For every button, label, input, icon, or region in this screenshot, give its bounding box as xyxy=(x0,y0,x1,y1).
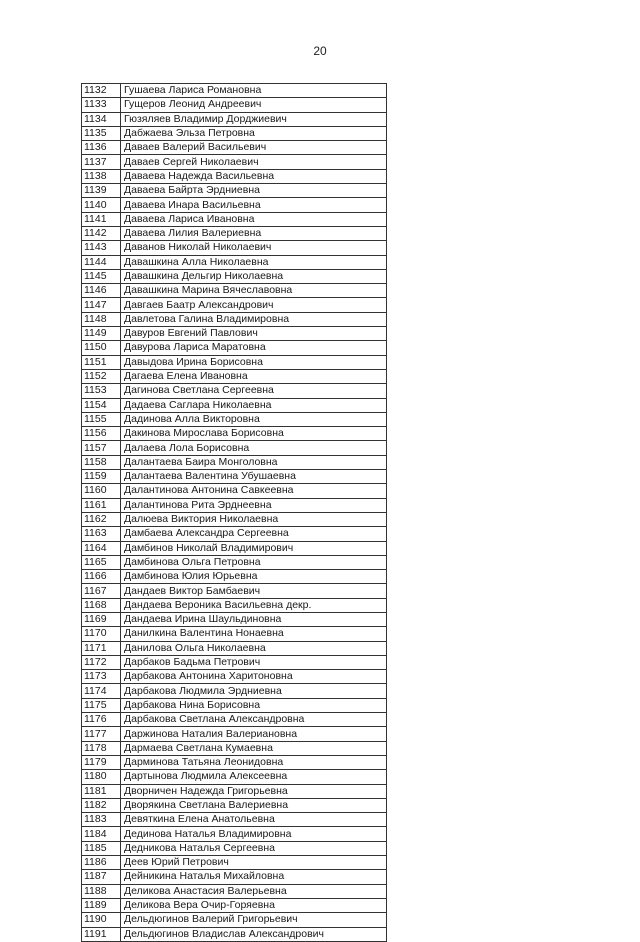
table-row xyxy=(82,241,387,255)
row-number: 1148 xyxy=(82,312,121,326)
row-number: 1170 xyxy=(82,627,121,641)
table-row xyxy=(82,212,387,226)
table-row xyxy=(82,198,387,212)
row-number: 1141 xyxy=(82,212,121,226)
table-row xyxy=(82,512,387,526)
table-row xyxy=(82,98,387,112)
row-number: 1183 xyxy=(82,813,121,827)
person-name: Даваева Инара Васильевна xyxy=(121,198,387,212)
person-name: Даваева Надежда Васильевна xyxy=(121,169,387,183)
roster-table xyxy=(81,83,387,942)
person-name: Деликова Анастасия Валерьевна xyxy=(121,884,387,898)
row-number: 1186 xyxy=(82,856,121,870)
table-row xyxy=(82,327,387,341)
row-number: 1187 xyxy=(82,870,121,884)
row-number: 1190 xyxy=(82,913,121,927)
person-name: Дворничен Надежда Григорьевна xyxy=(121,784,387,798)
person-name: Деликова Вера Очир-Горяевна xyxy=(121,898,387,912)
table-row xyxy=(82,84,387,98)
table-row xyxy=(82,255,387,269)
person-name: Далюева Виктория Николаевна xyxy=(121,512,387,526)
table-row xyxy=(82,398,387,412)
table-row xyxy=(82,927,387,941)
person-name: Давашкина Алла Николаевна xyxy=(121,255,387,269)
person-name: Дарбакова Людмила Эрдниевна xyxy=(121,684,387,698)
person-name: Дагаева Елена Ивановна xyxy=(121,369,387,383)
table-row xyxy=(82,684,387,698)
table-row xyxy=(82,455,387,469)
person-name: Далантаева Баира Монголовна xyxy=(121,455,387,469)
row-number: 1189 xyxy=(82,898,121,912)
table-row xyxy=(82,470,387,484)
row-number: 1185 xyxy=(82,841,121,855)
row-number: 1142 xyxy=(82,226,121,240)
person-name: Дандаева Вероника Васильевна декр. xyxy=(121,598,387,612)
row-number: 1146 xyxy=(82,284,121,298)
person-name: Давашкина Дельгир Николаевна xyxy=(121,269,387,283)
row-number: 1138 xyxy=(82,169,121,183)
table-row xyxy=(82,612,387,626)
row-number: 1158 xyxy=(82,455,121,469)
row-number: 1135 xyxy=(82,126,121,140)
person-name: Девяткина Елена Анатольевна xyxy=(121,813,387,827)
table-row xyxy=(82,813,387,827)
row-number: 1155 xyxy=(82,412,121,426)
person-name: Дарбаков Бадьма Петрович xyxy=(121,655,387,669)
table-row xyxy=(82,655,387,669)
person-name: Гушаева Лариса Романовна xyxy=(121,84,387,98)
row-number: 1143 xyxy=(82,241,121,255)
row-number: 1179 xyxy=(82,755,121,769)
row-number: 1180 xyxy=(82,770,121,784)
person-name: Дадинова Алла Викторовна xyxy=(121,412,387,426)
row-number: 1169 xyxy=(82,612,121,626)
row-number: 1133 xyxy=(82,98,121,112)
table-row xyxy=(82,627,387,641)
row-number: 1132 xyxy=(82,84,121,98)
row-number: 1159 xyxy=(82,470,121,484)
person-name: Давурова Лариса Маратовна xyxy=(121,341,387,355)
person-name: Дадаева Саглара Николаевна xyxy=(121,398,387,412)
table-row xyxy=(82,284,387,298)
row-number: 1176 xyxy=(82,713,121,727)
person-name: Дартынова Людмила Алексеевна xyxy=(121,770,387,784)
row-number: 1171 xyxy=(82,641,121,655)
person-name: Даваева Байрта Эрдниевна xyxy=(121,184,387,198)
table-row xyxy=(82,898,387,912)
table-row xyxy=(82,598,387,612)
row-number: 1157 xyxy=(82,441,121,455)
table-row xyxy=(82,541,387,555)
row-number: 1162 xyxy=(82,512,121,526)
table-row xyxy=(82,298,387,312)
person-name: Далантаева Валентина Убушаевна xyxy=(121,470,387,484)
person-name: Дарбакова Антонина Харитоновна xyxy=(121,670,387,684)
row-number: 1174 xyxy=(82,684,121,698)
person-name: Даваев Валерий Васильевич xyxy=(121,141,387,155)
table-row xyxy=(82,698,387,712)
person-name: Давуров Евгений Павлович xyxy=(121,327,387,341)
table-row xyxy=(82,126,387,140)
person-name: Даваев Сергей Николаевич xyxy=(121,155,387,169)
row-number: 1184 xyxy=(82,827,121,841)
row-number: 1154 xyxy=(82,398,121,412)
person-name: Гюзяляев Владимир Дорджиевич xyxy=(121,112,387,126)
table-row xyxy=(82,856,387,870)
table-row xyxy=(82,798,387,812)
person-name: Дакинова Мирослава Борисовна xyxy=(121,427,387,441)
person-name: Дандаева Ирина Шаульдиновна xyxy=(121,612,387,626)
person-name: Дагинова Светлана Сергеевна xyxy=(121,384,387,398)
row-number: 1164 xyxy=(82,541,121,555)
row-number: 1182 xyxy=(82,798,121,812)
row-number: 1145 xyxy=(82,269,121,283)
row-number: 1156 xyxy=(82,427,121,441)
person-name: Дарбакова Светлана Александровна xyxy=(121,713,387,727)
row-number: 1165 xyxy=(82,555,121,569)
table-row xyxy=(82,427,387,441)
table-row xyxy=(82,527,387,541)
table-row xyxy=(82,355,387,369)
table-row xyxy=(82,155,387,169)
row-number: 1152 xyxy=(82,369,121,383)
person-name: Дарбакова Нина Борисовна xyxy=(121,698,387,712)
row-number: 1178 xyxy=(82,741,121,755)
row-number: 1150 xyxy=(82,341,121,355)
person-name: Гущеров Леонид Андреевич xyxy=(121,98,387,112)
person-name: Давлетова Галина Владимировна xyxy=(121,312,387,326)
table-row xyxy=(82,312,387,326)
table-row xyxy=(82,570,387,584)
person-name: Дамбинов Николай Владимирович xyxy=(121,541,387,555)
person-name: Давыдова Ирина Борисовна xyxy=(121,355,387,369)
row-number: 1136 xyxy=(82,141,121,155)
row-number: 1139 xyxy=(82,184,121,198)
person-name: Дейникина Наталья Михайловна xyxy=(121,870,387,884)
page-number: 20 xyxy=(313,44,327,58)
table-row xyxy=(82,884,387,898)
person-name: Даваева Лилия Валериевна xyxy=(121,226,387,240)
person-name: Дарминова Татьяна Леонидовна xyxy=(121,755,387,769)
row-number: 1137 xyxy=(82,155,121,169)
table-row xyxy=(82,112,387,126)
row-number: 1149 xyxy=(82,327,121,341)
person-name: Дамбинова Юлия Юрьевна xyxy=(121,570,387,584)
person-name: Далантинова Рита Эрднеевна xyxy=(121,498,387,512)
person-name: Даржинова Наталия Валериановна xyxy=(121,727,387,741)
row-number: 1134 xyxy=(82,112,121,126)
table-row xyxy=(82,269,387,283)
row-number: 1161 xyxy=(82,498,121,512)
row-number: 1163 xyxy=(82,527,121,541)
table-row xyxy=(82,484,387,498)
table-row xyxy=(82,441,387,455)
table-row xyxy=(82,169,387,183)
person-name: Далаева Лола Борисовна xyxy=(121,441,387,455)
table-row xyxy=(82,713,387,727)
table-row xyxy=(82,841,387,855)
person-name: Дельдюгинов Владислав Александрович xyxy=(121,927,387,941)
row-number: 1140 xyxy=(82,198,121,212)
table-row xyxy=(82,226,387,240)
row-number: 1153 xyxy=(82,384,121,398)
table-row xyxy=(82,741,387,755)
table-row xyxy=(82,670,387,684)
table-row xyxy=(82,141,387,155)
person-name: Далантинова Антонина Савкеевна xyxy=(121,484,387,498)
table-row xyxy=(82,341,387,355)
table-row xyxy=(82,498,387,512)
table-row xyxy=(82,412,387,426)
table-row xyxy=(82,555,387,569)
row-number: 1177 xyxy=(82,727,121,741)
person-name: Дамбаева Александра Сергеевна xyxy=(121,527,387,541)
person-name: Деев Юрий Петрович xyxy=(121,856,387,870)
table-row xyxy=(82,827,387,841)
row-number: 1181 xyxy=(82,784,121,798)
row-number: 1172 xyxy=(82,655,121,669)
person-name: Дабжаева Эльза Петровна xyxy=(121,126,387,140)
person-name: Данилова Ольга Николаевна xyxy=(121,641,387,655)
table-row xyxy=(82,770,387,784)
person-name: Дармаева Светлана Кумаевна xyxy=(121,741,387,755)
table-row xyxy=(82,641,387,655)
row-number: 1151 xyxy=(82,355,121,369)
row-number: 1173 xyxy=(82,670,121,684)
row-number: 1167 xyxy=(82,584,121,598)
row-number: 1160 xyxy=(82,484,121,498)
person-name: Дворякина Светлана Валериевна xyxy=(121,798,387,812)
row-number: 1191 xyxy=(82,927,121,941)
table-row xyxy=(82,584,387,598)
person-name: Давашкина Марина Вячеславовна xyxy=(121,284,387,298)
person-name: Дедникова Наталья Сергеевна xyxy=(121,841,387,855)
row-number: 1144 xyxy=(82,255,121,269)
table-row xyxy=(82,755,387,769)
table-row xyxy=(82,727,387,741)
person-name: Давгаев Баатр Александрович xyxy=(121,298,387,312)
person-name: Данилкина Валентина Нонаевна xyxy=(121,627,387,641)
person-name: Даваева Лариса Ивановна xyxy=(121,212,387,226)
row-number: 1147 xyxy=(82,298,121,312)
row-number: 1166 xyxy=(82,570,121,584)
table-row xyxy=(82,913,387,927)
person-name: Дельдюгинов Валерий Григорьевич xyxy=(121,913,387,927)
person-name: Даванов Николай Николаевич xyxy=(121,241,387,255)
person-name: Дамбинова Ольга Петровна xyxy=(121,555,387,569)
table-row xyxy=(82,369,387,383)
table-row xyxy=(82,184,387,198)
row-number: 1188 xyxy=(82,884,121,898)
table-row xyxy=(82,870,387,884)
table-row xyxy=(82,784,387,798)
roster-body xyxy=(82,84,387,942)
person-name: Дандаев Виктор Бамбаевич xyxy=(121,584,387,598)
table-row xyxy=(82,384,387,398)
row-number: 1175 xyxy=(82,698,121,712)
row-number: 1168 xyxy=(82,598,121,612)
person-name: Дединова Наталья Владимировна xyxy=(121,827,387,841)
